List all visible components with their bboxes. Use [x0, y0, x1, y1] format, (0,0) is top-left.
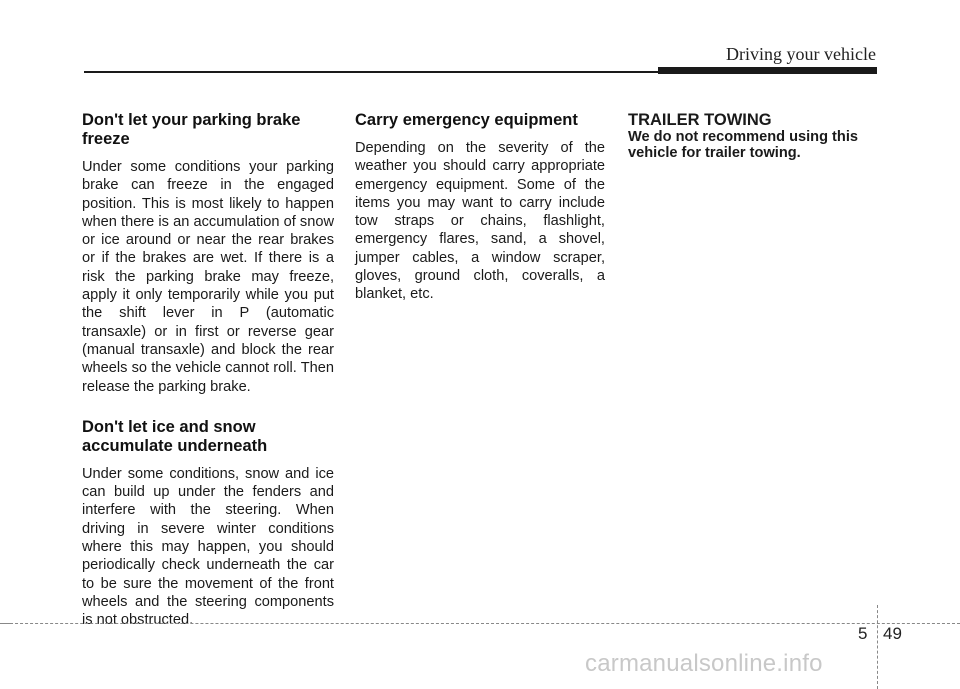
section-body-ice-snow: Under some conditions, snow and ice can build up under the fenders and interfere with the steering. When driving in severe winter conditions where this may happen, you should periodically check underneath the car to be sure the movement of the front wheels and the steering components is not obstructed.	[82, 465, 334, 629]
trailer-towing-note: We do not recommend using this vehicle for trailer towing.	[628, 129, 859, 161]
watermark-text: carmanualsonline.info	[585, 650, 823, 677]
page-number: 49	[883, 624, 902, 643]
section-body-parking-brake: Under some conditions your parking brake can freeze in the engaged position. This is most likely to happen when there is an accumulation of snow or ice around or near the rear brakes or if the brakes are wet. If there is a risk the parking brake may freeze, apply it only temporarily while you put the shift lever in P (automatic transaxle) or in first or reverse gear (manual transaxle) and block the rear wheels so the vehicle cannot roll. Then release the parking brake.	[82, 159, 334, 395]
header-rule-thick	[658, 67, 877, 74]
header-rule-thin	[84, 71, 660, 73]
section-body-emergency-equipment: Depending on the severity of the weather you should carry appropriate emergency equipment. Some of the items you may want to carry include tow straps or chains, flashlight, emergency flares, sand, a shovel, jumper cables, a window scraper, gloves, ground cloth, coveralls, a blanket, etc.	[355, 140, 605, 303]
footer-left-mark	[0, 623, 12, 624]
footer-rule	[0, 623, 960, 624]
column-right	[628, 111, 880, 161]
footer-vertical-rule	[877, 605, 878, 689]
header-title: Driving your vehicle	[726, 44, 876, 64]
column-left	[82, 111, 334, 630]
page-section-number: 5	[858, 624, 868, 643]
section-heading-ice-snow: Don't let ice and snow accumulate underneath	[82, 417, 268, 455]
section-heading-emergency-equipment: Carry emergency equipment	[355, 111, 578, 129]
column-middle	[355, 111, 605, 304]
section-heading-trailer-towing: TRAILER TOWING	[628, 111, 772, 129]
section-heading-parking-brake: Don't let your parking brake freeze	[82, 111, 301, 148]
